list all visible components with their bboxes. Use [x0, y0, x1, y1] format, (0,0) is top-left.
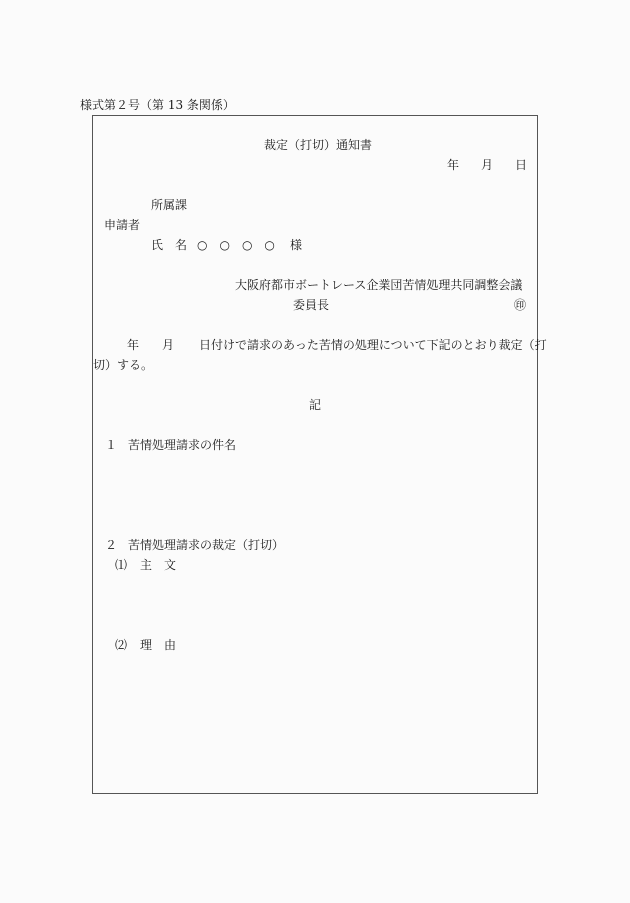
body-line-1: 日付けで請求のあった苦情の処理について下記のとおり裁定（打	[199, 338, 547, 352]
issuer-organization: 大阪府都市ボートレース企業団苦情処理共同調整会議	[235, 278, 523, 292]
subsection-number: ⑴	[115, 558, 128, 572]
name-placeholder: ○ ○ ○ ○	[197, 238, 275, 252]
subsection-label: 主 文	[140, 558, 177, 572]
applicant-label: 申請者	[104, 218, 141, 232]
section-label: 苦情処理請求の裁定（打切）	[128, 538, 285, 552]
section-number: ２	[105, 538, 118, 552]
ki-heading: 記	[309, 398, 322, 412]
department-label: 所属課	[151, 198, 188, 212]
section-number: １	[105, 438, 118, 452]
date-month: 月	[481, 158, 494, 172]
body-line-2: 切）する。	[93, 358, 154, 372]
subsection-label: 理 由	[140, 638, 177, 652]
name-label: 氏 名	[151, 238, 188, 252]
seal-mark: ㊞	[514, 298, 527, 312]
body-year: 年	[127, 338, 140, 352]
date-year: 年	[447, 158, 460, 172]
issuer-title: 委員長	[293, 298, 330, 312]
form-frame	[92, 115, 538, 794]
document-title: 裁定（打切）通知書	[264, 138, 373, 152]
section-label: 苦情処理請求の件名	[128, 438, 237, 452]
date-day: 日	[515, 158, 528, 172]
honorific: 様	[290, 238, 303, 252]
subsection-number: ⑵	[115, 638, 128, 652]
body-month: 月	[162, 338, 175, 352]
form-number: 様式第２号（第 13 条関係）	[80, 98, 235, 112]
